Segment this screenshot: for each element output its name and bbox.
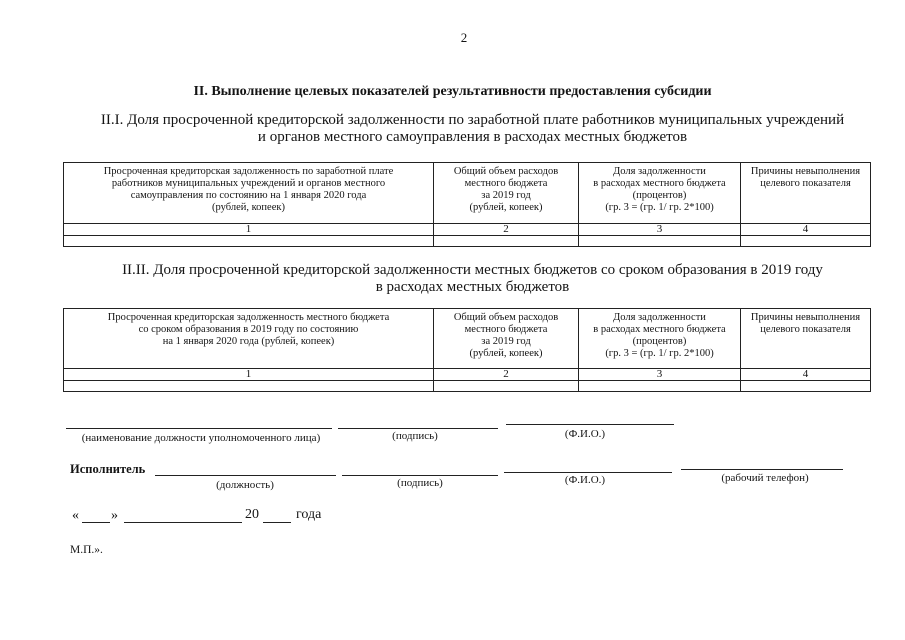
sub2-title-line1: II.II. Доля просроченной кредиторской задолженности местных бюджетов со сроком образования в 2019 году	[122, 262, 823, 278]
sub2-col1-header: Просроченная кредиторская задолженность местного бюджета со сроком образования в 2019 году по состоянию на 1 января 2020 года (рублей, копеек)	[64, 309, 434, 369]
sub1-col3-header: Доля задолженности в расходах местного бюджета (процентов) (гр. 3 = (гр. 1/ гр. 2*100)	[579, 163, 741, 224]
page-number: 2	[460, 30, 468, 45]
sub2-col4-header: Причины невыполнения целевого показателя	[741, 309, 871, 369]
sub1-num-4: 4	[741, 224, 871, 236]
executor-name-caption: (Ф.И.О.)	[564, 474, 606, 486]
sub1-value-2[interactable]	[434, 236, 579, 247]
sub1-value-3[interactable]	[579, 236, 741, 247]
authorized-signature-caption: (подпись)	[392, 430, 438, 442]
sub1-num-3: 3	[579, 224, 741, 236]
sub1-num-2: 2	[434, 224, 579, 236]
stamp-label: М.П.».	[70, 544, 103, 556]
date-month-line[interactable]	[124, 522, 242, 523]
executor-label: Исполнитель	[70, 462, 146, 476]
sub2-col2-header: Общий объем расходов местного бюджета за 2019 год (рублей, копеек)	[434, 309, 579, 369]
date-close-quote: »	[111, 508, 118, 523]
date-year-prefix: 20	[245, 507, 259, 522]
date-year-suffix: года	[296, 507, 322, 522]
executor-name-line[interactable]	[504, 472, 672, 473]
executor-signature-line[interactable]	[342, 475, 498, 476]
sub1-value-4[interactable]	[741, 236, 871, 247]
sub2-num-4: 4	[741, 369, 871, 381]
authorized-name-line[interactable]	[506, 424, 674, 425]
executor-position-caption: (должность)	[216, 479, 274, 491]
authorized-name-caption: (Ф.И.О.)	[564, 428, 606, 440]
executor-position-line[interactable]	[155, 475, 336, 476]
sub2-value-4[interactable]	[741, 381, 871, 392]
date-open-quote: «	[72, 508, 79, 523]
executor-phone-caption: (рабочий телефон)	[721, 472, 809, 484]
sub2-title	[60, 262, 885, 296]
sub2-col3-header: Доля задолженности в расходах местного бюджета (процентов) (гр. 3 = (гр. 1/ гр. 2*100)	[579, 309, 741, 369]
sub2-num-3: 3	[579, 369, 741, 381]
sub1-value-1[interactable]	[64, 236, 434, 247]
authorized-position-line[interactable]	[66, 428, 332, 429]
sub2-value-2[interactable]	[434, 381, 579, 392]
sub2-value-1[interactable]	[64, 381, 434, 392]
sub2-value-3[interactable]	[579, 381, 741, 392]
executor-phone-line[interactable]	[681, 469, 843, 470]
sub2-num-2: 2	[434, 369, 579, 381]
authorized-signature-line[interactable]	[338, 428, 498, 429]
sub1-title-line1: II.I. Доля просроченной кредиторской задолженности по заработной плате работников муниципальных учреждений	[100, 112, 845, 128]
sub1-title-line2: и органов местного самоуправления в расходах местных бюджетов	[257, 129, 688, 145]
section-title: II. Выполнение целевых показателей результативности предоставления субсидии	[193, 84, 712, 99]
authorized-position-caption: (наименование должности уполномоченного лица)	[81, 432, 321, 444]
executor-signature-caption: (подпись)	[397, 477, 443, 489]
sub2-table	[63, 308, 871, 392]
sub1-num-1: 1	[64, 224, 434, 236]
sub1-title	[60, 112, 885, 146]
sub1-col2-header: Общий объем расходов местного бюджета за 2019 год (рублей, копеек)	[434, 163, 579, 224]
sub2-num-1: 1	[64, 369, 434, 381]
sub1-col4-header: Причины невыполнения целевого показателя	[741, 163, 871, 224]
date-day-line[interactable]	[82, 522, 110, 523]
sub2-title-line2: в расходах местных бюджетов	[375, 279, 570, 295]
sub1-table	[63, 162, 871, 247]
date-year-line[interactable]	[263, 522, 291, 523]
sub1-col1-header: Просроченная кредиторская задолженность по заработной плате работников муниципальных учреждений и органов местного самоуправления по состоянию на 1 января 2020 года (рублей, копеек)	[64, 163, 434, 224]
